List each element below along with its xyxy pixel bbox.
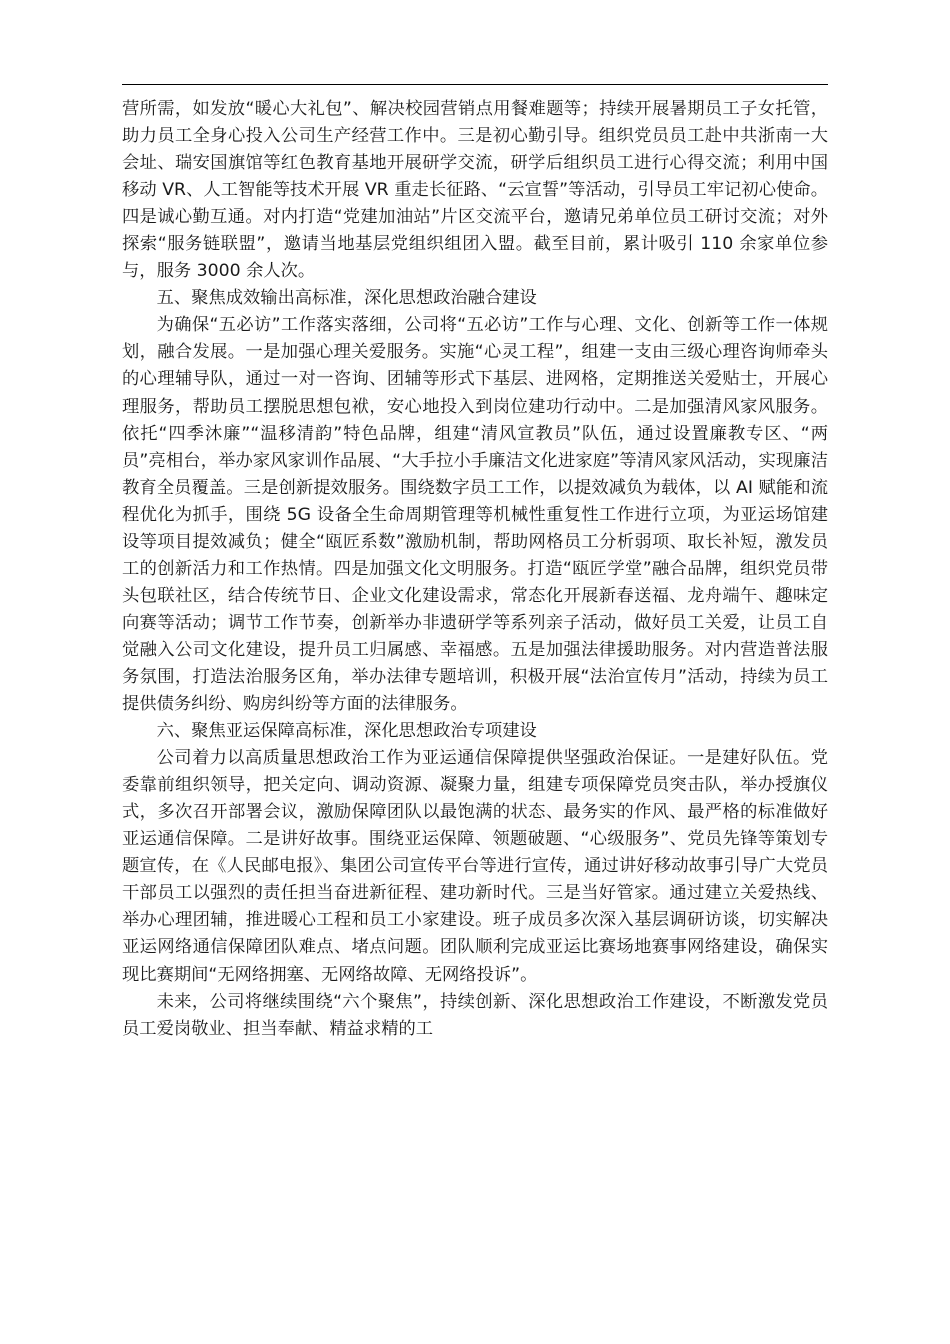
body-text xyxy=(122,96,828,1043)
section-heading-5: 五、聚焦成效输出高标准，深化思想政治融合建设 xyxy=(156,288,537,309)
paragraph-conclusion: 未来，公司将继续围绕“六个聚焦”，持续创新、深化思想政治工作建设，不断激发党员员工爱岗敬业、担当奉献、精益求精的工 xyxy=(122,991,828,1039)
header-rule xyxy=(122,84,828,85)
paragraph-continuation: 营所需，如发放“暖心大礼包”、解决校园营销点用餐难题等；持续开展暑期员工子女托管，助力员工全身心投入公司生产经营工作中。三是初心勤引导。组织党员员工赴中共浙南一大会址、瑞安国旗馆等红色教育基地开展研学交流，研学后组织员工进行心得交流；利用中国移动 VR、人工智能等技术开展 VR 重走长征路、“云宣誓”等活动，引导员工牢记初心使命。四是诚心勤互通。对内打造“党建加油站”片区交流平台，邀请兄弟单位员工研讨交流；对外探索“服务链联盟”，邀请当地基层党组织组团入盟。截至目前，累计吸引 110 余家单位参与，服务 3000 余人次。 xyxy=(122,99,828,282)
paragraph-section-6: 公司着力以高质量思想政治工作为亚运通信保障提供坚强政治保证。一是建好队伍。党委靠前组织领导，把关定向、调动资源、凝聚力量，组建专项保障党员突击队，举办授旗仪式，多次召开部署会议，激励保障团队以最饱满的状态、最务实的作风、最严格的标准做好亚运通信保障。二是讲好故事。围绕亚运保障、领题破题、“心级服务”、党员先锋等策划专题宣传，在《人民邮电报》、集团公司宣传平台等进行宣传，通过讲好移动故事引导广大党员干部员工以强烈的责任担当奋进新征程、建功新时代。三是当好管家。通过建立关爱热线、举办心理团辅，推进暖心工程和员工小家建设。班子成员多次深入基层调研访谈，切实解决亚运网络通信保障团队难点、堵点问题。团队顺利完成亚运比赛场地赛事网络建设，确保实现比赛期间“无网络拥塞、无网络故障、无网络投诉”。 xyxy=(122,748,828,985)
section-heading-6: 六、聚焦亚运保障高标准，深化思想政治专项建设 xyxy=(156,721,537,742)
paragraph-section-5: 为确保“五必访”工作落实落细，公司将“五必访”工作与心理、文化、创新等工作一体规划，融合发展。一是加强心理关爱服务。实施“心灵工程”，组建一支由三级心理咨询师牵头的心理辅导队，通过一对一咨询、团辅等形式下基层、进网格，定期推送关爱贴士，开展心理服务，帮助员工摆脱思想包袱，安心地投入到岗位建功行动中。二是加强清风家风服务。依托“四季沐廉”“温移清韵”特色品牌，组建“清风宣教员”队伍，通过设置廉教专区、“两员”亮相台，举办家风家训作品展、“大手拉小手廉洁文化进家庭”等清风家风活动，实现廉洁教育全员覆盖。三是创新提效服务。围绕数字员工工作，以提效减负为载体，以 AI 赋能和流程优化为抓手，围绕 5G 设备全生命周期管理等机械性重复性工作进行立项，为亚运场馆建设等项目提效减负；健全“瓯匠系数”激励机制，帮助网格员工分析弱项、取长补短，激发员工的创新活力和工作热情。四是加强文化文明服务。打造“瓯匠学堂”融合品牌，组织党员带头包联社区，结合传统节日、企业文化建设需求，常态化开展新春送福、龙舟端午、趣味定向赛等活动；调节工作节奏，创新举办非遗研学等系列亲子活动，做好员工关爱，让员工自觉融入公司文化建设，提升员工归属感、幸福感。五是加强法律援助服务。对内营造普法服务氛围，打造法治服务区角，举办法律专题培训，积极开展“法治宣传月”活动，持续为员工提供债务纠纷、购房纠纷等方面的法律服务。 xyxy=(122,315,828,715)
